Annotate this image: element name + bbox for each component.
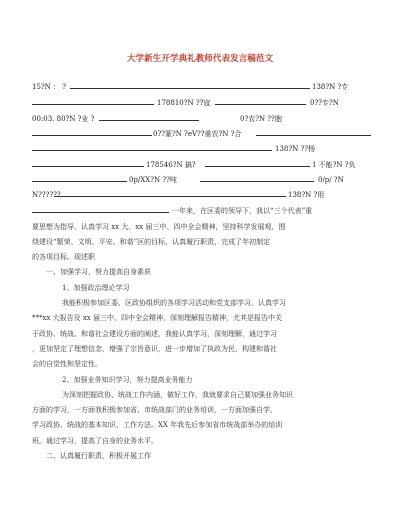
garbled-text: 138?N ??杨 [275,145,315,153]
horizontal-rule [32,135,152,136]
horizontal-rule [256,135,371,136]
horizontal-rule [32,212,169,213]
garbled-text: 138?N ?用 [288,191,325,199]
garbled-text: 178546?N 搞? [146,161,196,169]
paragraph-line: 要思想为指导，认真学习 xx 大、xx 届三中、四中全会精神，坚持科学发展观，围 [32,223,286,231]
section-heading: 二、认真履行职责，积极开展工作 [46,452,151,460]
horizontal-rule [32,104,154,105]
paragraph-line: ，更加坚定了理想信念，增强了宗旨意识，进一步增加了执政为民，构建和谐社 [32,345,277,353]
paragraph-line: 班。通过学习，提高了自身的业务水平。 [32,437,158,445]
garbled-text: 0p/XX?N ??吨 [129,176,177,184]
horizontal-rule [32,150,272,151]
paragraph-line: 为深刻把握政协、统战工作内涵，做好工作，我就要求自己要加强业务知识 [62,391,293,399]
horizontal-rule [70,88,310,89]
subsection-heading: 2、加强业务知识学习，努力提高业务能力 [62,376,193,384]
paragraph-line: ***xx 大报告及 xx 届三中、四中全会精神，深刻理解报告精神，尤其是报告中关 [32,314,282,322]
paragraph-line: 于政协、统战、和谐社会建设方面的阐述，我能认真学习，深刻理解，通过学习 [32,330,277,338]
garbled-text: 138?N ?专 [312,83,349,91]
horizontal-rule [200,181,314,182]
horizontal-rule [215,104,306,105]
garbled-text: 00:03. 80?N ?业 ? [32,115,95,123]
paragraph-line: 会的自觉性和坚定性。 [32,360,102,368]
garbled-text: 1 不能?N ?负 [312,161,356,169]
paragraph-line: 学习政协、统战的基本知识，工作方法。XX 年我先后参加省市统战部举办的培训 [32,421,283,429]
horizontal-rule [32,181,127,182]
horizontal-rule [32,166,144,167]
paragraph-line: 的各项目标。现述职 [32,253,95,261]
garbled-text: 0??篆?N ?eV??重农?N ?合 [153,130,242,138]
garbled-text: 15?N ： ? [32,83,66,91]
section-heading: 一、加强学习，努力提高自身素质 [46,268,151,276]
garbled-text: 178810?N ??寇 [157,99,211,107]
document-title: 大学新生开学典礼教师代表发言稿范文 [126,54,274,64]
garbled-text: 0??专?N [310,99,339,107]
subsection-heading: 1、加强政治理论学习 [62,284,130,292]
horizontal-rule [99,120,199,121]
paragraph-line: 方面的学习，一方面我积极参加省、市统战部门的业务培训，一方面加强自学， [32,406,277,414]
garbled-text: N?????? [32,191,61,199]
paragraph-line: 一年来，在区委的领导下，我以“三个代表”重 [172,207,313,215]
paragraph-line: 绕建设“繁荣、文明、平安、和谐”区的目标，认真履行职责，完成了年初制定 [32,238,271,246]
garbled-text: 0?农?N ??胞 [240,115,282,123]
horizontal-rule [205,166,310,167]
garbled-text: 0/p/ ?N [318,176,344,184]
horizontal-rule [54,196,286,197]
paragraph-line: 我能积极参加区委、区政协组织的各项学习活动和党支部学习。认真学习 [62,299,286,307]
